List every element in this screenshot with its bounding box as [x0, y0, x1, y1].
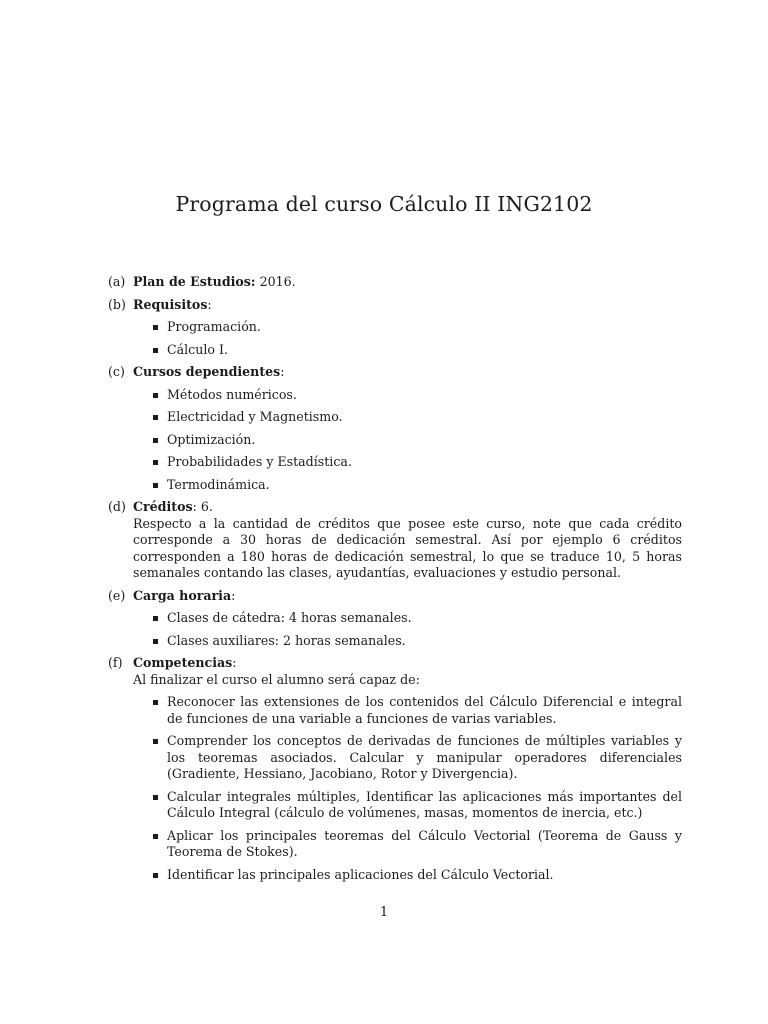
item-label: (a) [108, 274, 126, 289]
page-title: Programa del curso Cálculo II ING2102 [175, 192, 593, 216]
competencias-intro: Al finalizar el curso el alumno será capaz de: [133, 671, 420, 687]
item-suffix: : [231, 587, 236, 603]
item-suffix: : [280, 364, 285, 379]
item-suffix: : [207, 296, 212, 312]
item-heading: Requisitos [133, 296, 208, 312]
item-plan-estudios [108, 274, 682, 291]
list-item: Identificar las principales aplicaciones del Cálculo Vectorial. [153, 867, 682, 884]
list-item: Cálculo I. [153, 342, 682, 359]
item-label: (e) [108, 587, 126, 603]
list-item: Programación. [153, 319, 682, 336]
page-number: 1 [379, 905, 389, 920]
bullet-list [133, 319, 682, 358]
item-heading: Plan de Estudios: [133, 274, 256, 289]
item-suffix: : 6. [192, 499, 213, 514]
item-suffix: : [232, 655, 237, 670]
bullet-list [133, 387, 682, 494]
list-item: Clases de cátedra: 4 horas semanales. [153, 610, 682, 627]
item-suffix: 2016. [255, 274, 296, 289]
item-label: (f) [108, 655, 123, 670]
item-heading: Cursos dependientes [133, 364, 281, 379]
item-label: (c) [108, 364, 125, 379]
list-item: Calcular integrales múltiples, Identificar las aplicaciones más importantes del Cálculo Integral (cálculo de volúmenes, masas, momentos de inercia, etc.) [153, 789, 682, 822]
list-item: Reconocer las extensiones de los contenidos del Cálculo Diferencial e integral de funciones de una variable a funciones de varias variables. [153, 694, 682, 727]
item-competencias [108, 655, 682, 883]
bullet-list [133, 694, 682, 883]
bullet-list [133, 610, 682, 649]
item-label: (d) [108, 499, 126, 514]
item-cursos-dependientes [108, 364, 682, 493]
list-item: Termodinámica. [153, 477, 682, 494]
list-item: Clases auxiliares: 2 horas semanales. [153, 633, 682, 650]
item-creditos [108, 499, 682, 582]
list-item: Aplicar los principales teoremas del Cálculo Vectorial (Teorema de Gauss y Teorema de Stokes). [153, 828, 682, 861]
list-item: Métodos numéricos. [153, 387, 682, 404]
credits-paragraph: Respecto a la cantidad de créditos que posee este curso, note que cada crédito corresponde a 30 horas de dedicación semestral. Así por ejemplo 6 créditos corresponden a 180 horas de dedicación semestral, lo que se traduce 10, 5 horas semanales contando las clases, ayudantías, evaluaciones y estudio personal. [133, 515, 682, 580]
item-heading: Carga horaria [133, 587, 232, 603]
list-item: Optimización. [153, 432, 682, 449]
item-carga-horaria [108, 588, 682, 650]
list-item: Comprender los conceptos de derivadas de funciones de múltiples variables y los teoremas asociados. Calcular y manipular operadores diferenciales (Gradiente, Hessiano, Jacobiano, Rotor y Divergencia). [153, 733, 682, 783]
course-program-list [108, 274, 682, 889]
item-heading: Competencias [133, 655, 233, 670]
list-item: Probabilidades y Estadística. [153, 454, 682, 471]
item-requisitos [108, 297, 682, 359]
item-heading: Créditos [133, 499, 193, 514]
list-item: Electricidad y Magnetismo. [153, 409, 682, 426]
item-label: (b) [108, 296, 126, 312]
